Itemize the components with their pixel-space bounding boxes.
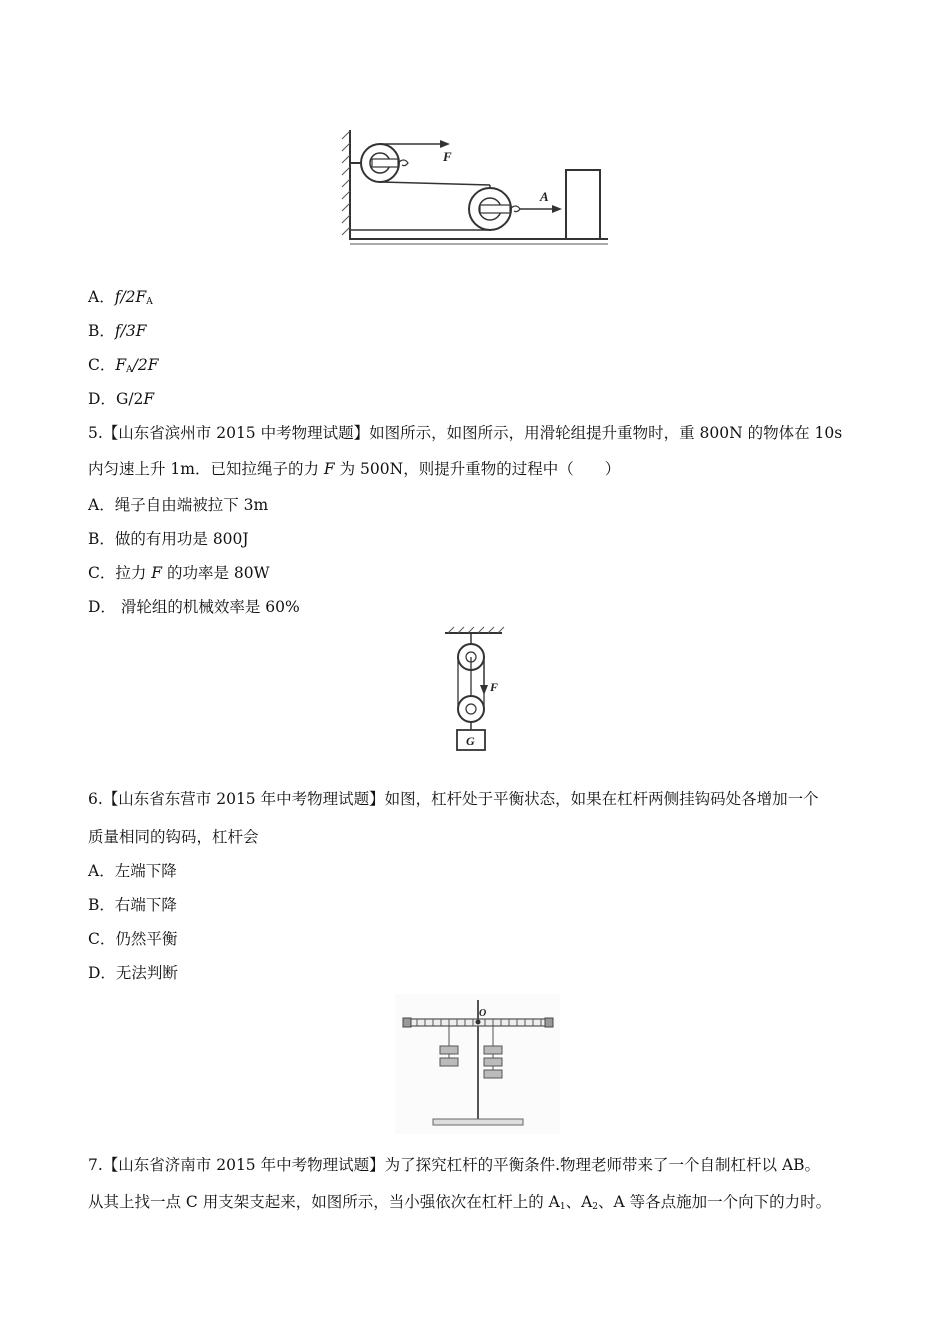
q6-stem-line2: 质量相同的钩码，杠杆会 xyxy=(88,828,259,846)
weight-g-label: G xyxy=(466,734,475,748)
lever-figure xyxy=(395,994,560,1134)
pulley-block-figure xyxy=(340,125,615,250)
option-d-q6[interactable]: D．无法判断 xyxy=(88,964,178,982)
force-f-label: F xyxy=(443,149,452,164)
option-a-q6[interactable]: A．左端下降 xyxy=(88,862,177,880)
option-b-q5[interactable]: B．做的有用功是 800J xyxy=(88,530,249,548)
option-b-q4[interactable]: B．f/3F xyxy=(88,322,147,340)
q6-stem-line1: 6.【山东省东营市 2015 年中考物理试题】如图，杠杆处于平衡状态，如果在杠杆两侧挂钩码处各增加一个 xyxy=(88,790,819,808)
option-c-q6[interactable]: C．仍然平衡 xyxy=(88,930,178,948)
option-d-q4[interactable]: D．G/2F xyxy=(88,390,155,408)
q7-stem-line1: 7.【山东省济南市 2015 年中考物理试题】为了探究杠杆的平衡条件.物理老师带来了一个自制杠杆以 AB。 xyxy=(88,1156,821,1174)
force-f-label-q5: F xyxy=(490,680,499,694)
option-c-q4[interactable]: C．$F_A/2F$ xyxy=(88,356,159,375)
q7-stem-line2: 从其上找一点 C 用支架支起来，如图所示，当小强依次在杠杆上的 $A_1$、$A_2$、A 等各点施加一个向下的力时。 xyxy=(88,1193,832,1212)
q5-stem-line2: 内匀速上升 1m．已知拉绳子的力 F 为 500N，则提升重物的过程中（ ） xyxy=(88,460,621,478)
q5-stem-line1: 5.【山东省滨州市 2015 中考物理试题】如图所示，如图所示，用滑轮组提升重物时，重 800N 的物体在 10s xyxy=(88,424,843,442)
pulley-weight-figure xyxy=(440,625,510,753)
option-d-q5[interactable]: D． 滑轮组的机械效率是 60% xyxy=(88,598,300,616)
option-b-q6[interactable]: B．右端下降 xyxy=(88,896,177,914)
option-c-q5[interactable]: C．拉力 F 的功率是 80W xyxy=(88,564,270,582)
point-a-label: A xyxy=(540,189,549,204)
option-a-q4[interactable]: A．$f/2F_A$ xyxy=(88,288,153,307)
pivot-o-label: O xyxy=(479,1008,487,1019)
option-a-q5[interactable]: A．绳子自由端被拉下 3m xyxy=(88,496,269,514)
